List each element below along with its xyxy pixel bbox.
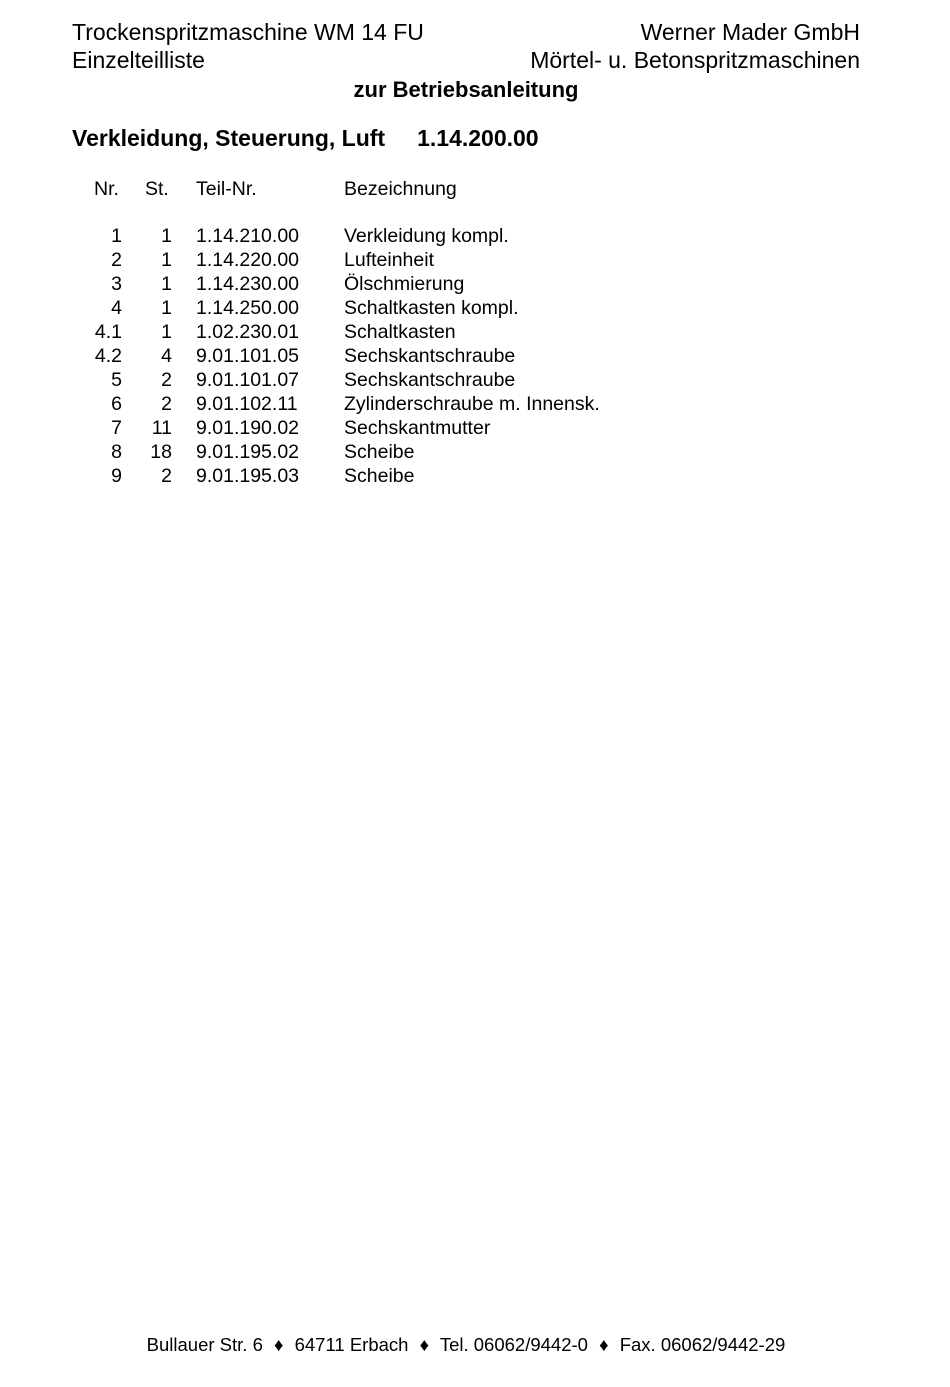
cell-nr: 6 [111,393,122,415]
table-spacer [80,202,600,224]
cell-teil: 1.14.220.00 [196,249,300,271]
cell-bez: Schaltkasten [344,321,456,343]
document-footer [0,1333,932,1357]
table-row [80,416,600,440]
cell-nr: 4.2 [94,345,122,367]
diamond-separator-icon: ♦ [419,1334,430,1355]
cell-teil: 1.14.230.00 [196,273,300,295]
section-number: 1.14.200.00 [417,125,539,151]
company-name: Werner Mader GmbH [640,19,860,45]
cell-nr: 4.1 [94,321,122,343]
table-header-row [80,176,600,202]
footer-city: 64711 Erbach [294,1334,409,1355]
table-row [80,320,600,344]
cell-bez: Sechskantschraube [344,345,516,367]
cell-teil: 9.01.190.02 [196,417,300,439]
cell-st: 1 [161,249,172,271]
cell-st: 18 [150,441,172,463]
header-nr: Nr. [94,178,119,200]
table-row [80,392,600,416]
cell-nr: 1 [111,225,122,247]
cell-bez: Schaltkasten kompl. [344,297,519,319]
cell-teil: 9.01.101.05 [196,345,300,367]
cell-st: 4 [161,345,172,367]
table-row [80,368,600,392]
cell-bez: Ölschmierung [344,273,465,295]
header-bez: Bezeichnung [344,178,457,200]
cell-teil: 1.14.250.00 [196,297,300,319]
company-tagline: Mörtel- u. Betonspritzmaschinen [530,47,860,73]
cell-bez: Sechskantmutter [344,417,491,439]
footer-phone: Tel. 06062/9442-0 [439,1334,588,1355]
document-subtitle: zur Betriebsanleitung [353,77,579,102]
cell-teil: 9.01.102.11 [196,393,298,415]
machine-title: Trockenspritzmaschine WM 14 FU [72,19,424,45]
cell-st: 1 [161,225,172,247]
header-st: St. [145,178,169,200]
cell-st: 11 [151,417,172,439]
cell-st: 2 [161,369,172,391]
cell-bez: Scheibe [344,441,415,463]
table-row [80,464,600,488]
cell-teil: 9.01.195.02 [196,441,300,463]
cell-bez: Zylinderschraube m. Innensk. [344,393,600,415]
cell-teil: 9.01.101.07 [196,369,300,391]
cell-nr: 2 [111,249,122,271]
table-row [80,344,600,368]
table-row [80,224,600,248]
cell-teil: 9.01.195.03 [196,465,300,487]
header-teil: Teil-Nr. [196,178,257,200]
cell-teil: 1.14.210.00 [196,225,300,247]
table-row [80,296,600,320]
footer-address: Bullauer Str. 6 [146,1334,263,1355]
cell-nr: 4 [111,297,122,319]
cell-nr: 9 [111,465,122,487]
cell-nr: 8 [111,441,122,463]
cell-teil: 1.02.230.01 [196,321,300,343]
cell-bez: Lufteinheit [344,249,434,271]
cell-bez: Scheibe [344,465,415,487]
diamond-separator-icon: ♦ [274,1334,284,1355]
document-type: Einzelteilliste [72,47,205,73]
parts-table-body [80,202,600,488]
cell-nr: 5 [111,369,122,391]
diamond-separator-icon: ♦ [599,1334,609,1355]
cell-nr: 3 [111,273,122,295]
table-row [80,272,600,296]
cell-nr: 7 [111,417,122,439]
cell-st: 2 [161,393,172,415]
cell-bez: Verkleidung kompl. [344,225,509,247]
footer-fax: Fax. 06062/9442-29 [619,1334,786,1355]
parts-table [80,176,600,488]
cell-st: 1 [161,321,172,343]
cell-st: 1 [161,297,172,319]
table-row [80,440,600,464]
section-title: Verkleidung, Steuerung, Luft [72,125,386,151]
cell-bez: Sechskantschraube [344,369,516,391]
cell-st: 1 [161,273,172,295]
document-header-right [530,18,860,74]
table-row [80,248,600,272]
document-header-left [72,18,424,74]
section-heading [72,124,539,152]
cell-st: 2 [161,465,172,487]
